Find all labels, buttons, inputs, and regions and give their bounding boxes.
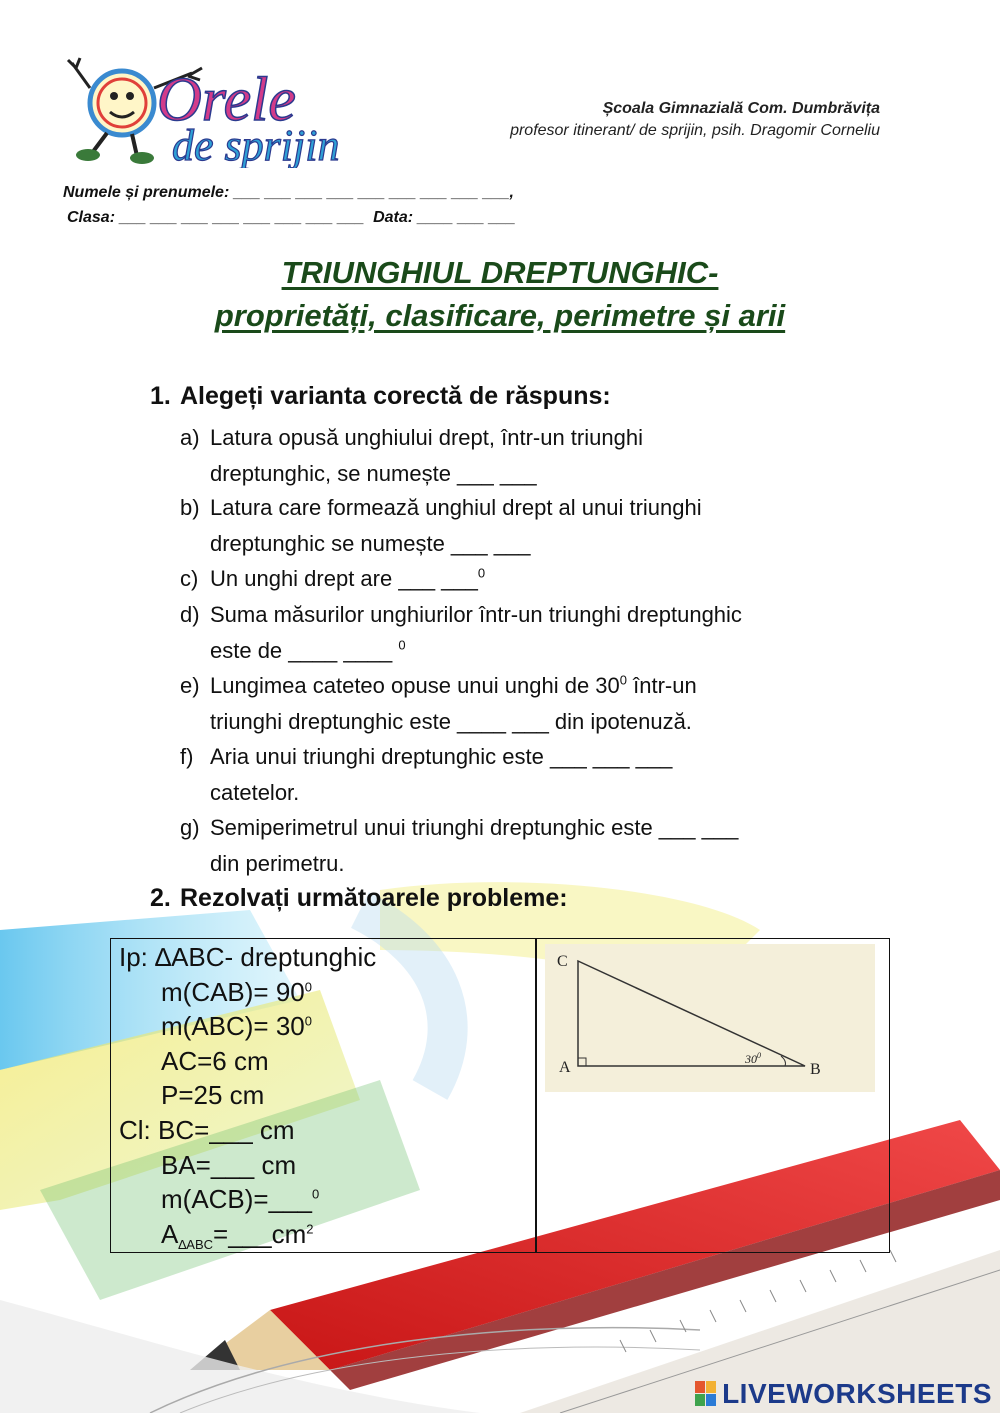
- vertex-c-label: C: [557, 953, 568, 970]
- liveworksheets-badge-icon: [695, 1381, 717, 1407]
- exercise-2-number: 2.: [150, 884, 171, 912]
- conclusion-area[interactable]: $A_{\Delta ABC}=\_\_\_cm^2$: [161, 1219, 314, 1253]
- angle-arc: [781, 1056, 786, 1066]
- item-letter: c): [180, 566, 199, 591]
- class-blank[interactable]: ___ ___ ___ ___ ___ ___ ___ ___: [119, 209, 365, 226]
- item-b-line-1: Latura care formează unghiul drept al unui triunghi: [210, 495, 702, 520]
- exercise-1-heading: [150, 382, 611, 411]
- item-e-line-1: Lungimea cateteo opuse unui unghi de $30^0$ într-un: [210, 672, 697, 698]
- exercise-1-item-g: [180, 810, 880, 881]
- title-line-1: TRIUNGHIUL DREPTUNGHIC-: [281, 255, 719, 290]
- item-a-line-1: Latura opusă unghiului drept, într-un triunghi: [210, 425, 643, 450]
- exercise-2-title: Rezolvați următoarele probleme:: [180, 884, 568, 912]
- item-letter: b): [180, 495, 200, 520]
- logo-word-orele: Orele: [157, 66, 296, 134]
- exercise-1-item-b: [180, 490, 880, 561]
- exercise-1-number: 1.: [150, 382, 171, 410]
- exercise-1-item-e: [180, 668, 880, 739]
- item-letter: d): [180, 602, 200, 627]
- hypothesis-triangle: Ip: ∆ABC- dreptunghic: [119, 942, 377, 972]
- orele-de-sprijin-logo: [62, 48, 362, 168]
- item-f-line-1[interactable]: Aria unui triunghi dreptunghic este ___ ___ ___: [210, 744, 673, 769]
- date-label: Data:: [373, 209, 414, 226]
- conclusion-bc[interactable]: Cl: BC=___ cm: [119, 1115, 295, 1145]
- liveworksheets-brand[interactable]: LIVEWORKSHEETS: [722, 1378, 992, 1409]
- teacher-name: profesor itinerant/ de sprijin, psih. Dragomir Corneliu: [510, 122, 880, 139]
- problem-box-divider: [535, 938, 537, 1253]
- conclusion-ba[interactable]: BA=___ cm: [161, 1150, 297, 1180]
- hypothesis-angle-cab: $m(CAB)= 90^0$: [161, 977, 312, 1007]
- item-b-line-2[interactable]: dreptunghic se numește ___ ___: [210, 530, 531, 556]
- item-e-line-2[interactable]: triunghi dreptunghic este ____ ___ din ipotenuză.: [210, 708, 692, 734]
- item-d-line-2[interactable]: este de ____ ____ $^0$: [210, 637, 406, 663]
- item-letter: e): [180, 673, 200, 698]
- item-letter: a): [180, 425, 200, 450]
- angle-30-label: $30^0$: [745, 1051, 761, 1066]
- item-d-line-1: Suma măsurilor unghiurilor într-un triunghi dreptunghic: [210, 602, 742, 627]
- exercise-1-title: Alegeți varianta corectă de răspuns:: [180, 382, 611, 410]
- name-field-line: [63, 184, 514, 202]
- logo-word-de-sprijin: de sprijin: [172, 121, 340, 168]
- title-line-2: proprietăți, clasificare, perimetre și arii: [214, 298, 786, 333]
- hypothesis-ac: AC=6 cm: [161, 1046, 269, 1076]
- conclusion-angle-acb[interactable]: m(ACB)=___$^0$: [161, 1184, 320, 1214]
- exercise-2-heading: [150, 884, 568, 913]
- item-a-line-2[interactable]: dreptunghic, se numește ___ ___: [210, 460, 537, 486]
- name-label: Numele și prenumele:: [63, 184, 230, 201]
- exercise-1-item-a: [180, 420, 880, 491]
- exercise-1-item-c: [180, 561, 880, 597]
- class-date-field-line: [67, 209, 515, 227]
- exercise-1-item-f: [180, 739, 880, 810]
- name-blank[interactable]: ___ ___ ___ ___ ___ ___ ___ ___ ___,: [233, 184, 514, 201]
- vertex-b-label: B: [810, 1061, 821, 1078]
- item-f-line-2: catetelor.: [210, 779, 300, 805]
- hypothesis-angle-abc: $m(ABC)= 30^0$: [161, 1011, 312, 1041]
- right-triangle-figure: [545, 944, 875, 1092]
- triangle-shape: [578, 961, 805, 1066]
- hypothesis-perimeter: P=25 cm: [161, 1080, 265, 1110]
- right-angle-marker: [578, 1058, 586, 1066]
- vertex-a-label: A: [559, 1059, 571, 1076]
- school-name: Școala Gimnazială Com. Dumbrăvița: [602, 100, 880, 117]
- item-letter: g): [180, 815, 200, 840]
- item-g-line-1[interactable]: Semiperimetrul unui triunghi dreptunghic este ___ ___: [210, 815, 739, 840]
- class-label: Clasa:: [67, 209, 116, 226]
- item-letter: f): [180, 744, 194, 769]
- item-g-line-2: din perimetru.: [210, 850, 345, 876]
- item-c-line-1[interactable]: Un unghi drept are ___ ___$^0$: [210, 565, 486, 591]
- exercise-1-item-d: [180, 597, 880, 668]
- date-blank[interactable]: ____ ___ ___: [417, 209, 516, 226]
